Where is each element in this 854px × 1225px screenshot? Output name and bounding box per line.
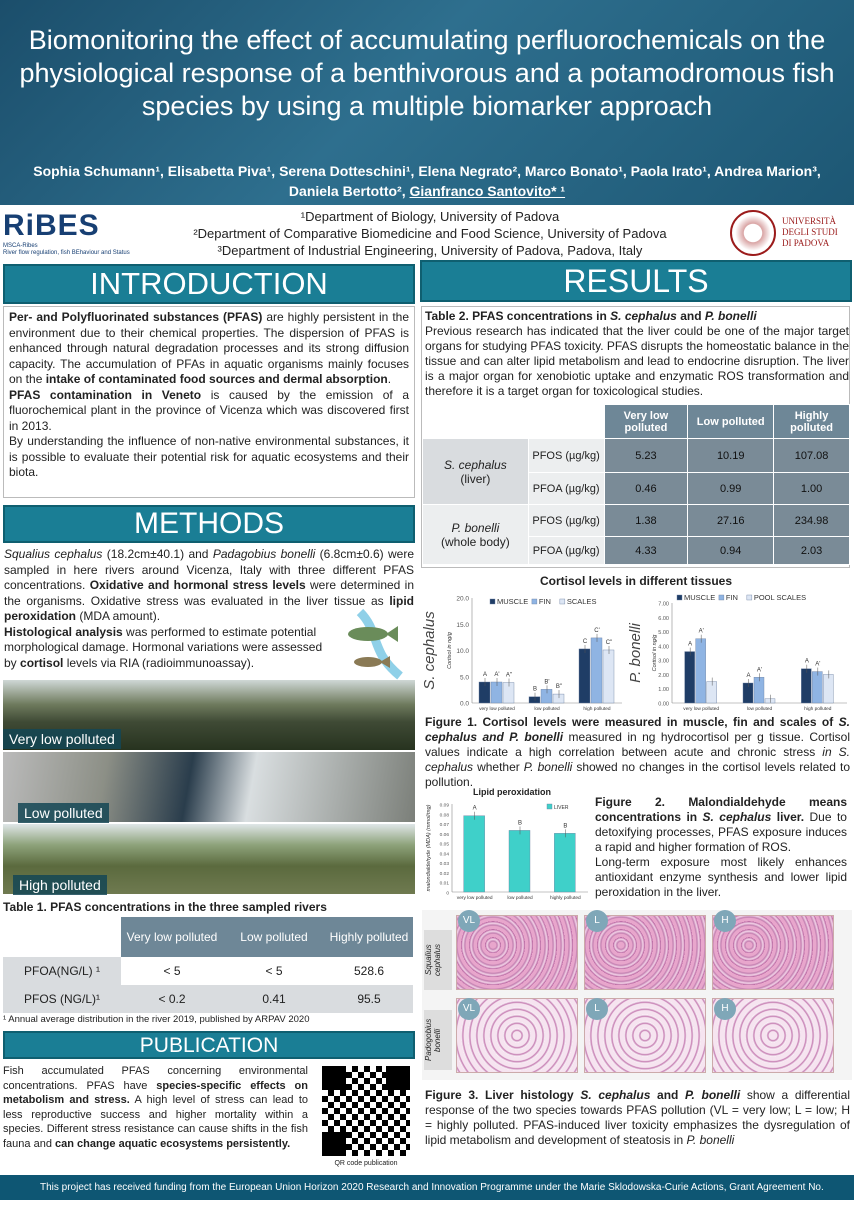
legend-swatch	[490, 599, 495, 604]
species-label: P. bonelli	[627, 623, 644, 683]
qr-caption: QR code publication	[334, 1160, 398, 1167]
table1-col-2: Low polluted	[223, 917, 325, 957]
y-tick-label: 0.04	[439, 852, 449, 858]
significance-letter: A	[804, 658, 809, 665]
fig3-cap-a: Figure 3. Liver histology	[425, 1088, 581, 1102]
legend-label: LIVER	[554, 805, 569, 811]
fig2-cap-a: Figure 2. Malondialdehyde means concentrations in	[595, 795, 847, 824]
intro-p1: are highly persistent in the environment due to their chemical properties. The dispersion of PFAS is enhanced through natural degradation processes and its strong diffusion capacity. The accumulation of PFAs in aquatic organisms mainly focuses on the	[9, 310, 409, 386]
bar	[479, 682, 490, 703]
photo-label-very-low: Very low polluted	[3, 729, 121, 749]
affiliations	[150, 208, 710, 259]
species-1: Squalius cephalus	[4, 547, 103, 561]
t2-param: PFOS (µg/kg)	[528, 439, 604, 473]
authors-main: Sophia Schumann¹, Elisabetta Piva¹, Serena Dotteschini¹, Elena Negrato², Marco Bonato¹, Paola Irato¹, Andrea Marion³, Daniela Bertotto²,	[33, 163, 821, 199]
ribes-logo-sub1: MSCA-Ribes	[3, 243, 38, 249]
fig3-caption	[425, 1088, 850, 1148]
t2-cell: 1.00	[774, 473, 850, 505]
x-tick-label: very low polluted	[683, 707, 720, 712]
legend-label: FIN	[538, 597, 551, 606]
bar	[765, 699, 775, 703]
y-tick-label: 10.0	[456, 648, 469, 655]
fish-illustration-icon	[340, 612, 414, 676]
photo-label-low: Low polluted	[18, 803, 109, 823]
bar	[509, 830, 530, 892]
histo-badge: L	[586, 998, 608, 1020]
significance-letter: C	[582, 638, 588, 645]
table2-col-3: Highly polluted	[774, 405, 850, 439]
table1-cell: < 5	[163, 964, 181, 978]
t2-cell: 0.94	[688, 537, 774, 565]
t2-tissue-1: (liver)	[460, 471, 491, 486]
table1-cell: 0.41	[262, 992, 286, 1006]
table1-col-3: Highly polluted	[325, 917, 413, 957]
fig2-cap-e: Long-term exposure most likely enhances antioxidant enzyme synthesis and lower lipid peroxidation in the liver.	[595, 855, 847, 899]
table1-cell: 95.5	[357, 992, 381, 1006]
intro-p2: is caused by the emission of a fluorochemical plant in the province of Vicenza which was discovered first in 2013.	[9, 387, 409, 433]
table1	[3, 917, 413, 1013]
methods-s1b: (6.8cm±0.6) were sampled in here rivers around Vicenza, Italy with three different PFAS concentrations.	[4, 547, 414, 592]
significance-letter: B	[532, 686, 538, 693]
x-tick-label: low polluted	[507, 896, 533, 901]
table-row	[3, 957, 413, 985]
bar	[801, 669, 811, 703]
methods-bold-3: Histological analysis	[4, 624, 123, 639]
bar	[553, 694, 564, 703]
t2-tissue-2: (whole body)	[441, 534, 510, 549]
histo-badge: H	[714, 998, 736, 1020]
y-tick-label: 15.0	[456, 621, 469, 629]
publication-heading: PUBLICATION	[3, 1031, 415, 1059]
bar	[529, 697, 540, 703]
x-tick-label: very low polluted	[456, 896, 493, 901]
fig1-title: Cortisol levels in different tissues	[539, 574, 733, 588]
photo-high-polluted	[3, 824, 415, 894]
intro-p1-end: .	[387, 372, 392, 386]
legend-label: MUSCLE	[684, 593, 716, 602]
y-axis-label: Cortisol in ng/g	[652, 634, 658, 672]
results-heading: RESULTS	[420, 260, 852, 302]
t2-cell: 0.99	[688, 473, 774, 505]
significance-letter: A	[472, 805, 477, 812]
table-row	[3, 985, 413, 1013]
uni-line-3: DI PADOVA	[782, 238, 830, 248]
fig2-cap-b: S. cephalus	[702, 810, 772, 824]
bar	[696, 639, 706, 703]
legend-label: MUSCLE	[497, 597, 529, 606]
intro-bold-1: Per- and Polyfluorinated substances (PFAS)	[9, 310, 263, 324]
y-axis-label: Cortisol in ng/g	[447, 632, 453, 669]
methods-s1c: were determined in the organisms. Oxidative stress was evaluated in the liver tissue as	[4, 578, 414, 608]
t2-param: PFOA (µg/kg)	[528, 473, 604, 505]
histo-badge: H	[714, 910, 736, 932]
methods-s2d: levels via RIA (radioimmunoassay).	[63, 655, 255, 670]
histo-row-label-2: Padogobius bonelli	[424, 1010, 452, 1070]
qr-code-icon[interactable]	[322, 1066, 410, 1156]
t2-cell: 2.03	[774, 537, 850, 565]
legend-swatch	[719, 595, 724, 600]
methods-bold-1: Oxidative and hormonal stress levels	[89, 578, 306, 592]
table1-cell: < 5	[265, 964, 283, 978]
pub-t1: Fish accumulated PFAS concerning environmental concentrations. PFAS have	[3, 1065, 308, 1092]
legend-label: SCALES	[566, 597, 597, 606]
affiliation-3: ³Department of Industrial Engineering, University of Padova, Padova, Italy	[217, 243, 643, 258]
methods-heading: METHODS	[3, 505, 415, 543]
header-banner	[0, 0, 854, 205]
unipd-seal-icon	[730, 210, 776, 256]
t2-title-c: and	[676, 309, 705, 323]
bar	[591, 638, 602, 703]
bar	[554, 833, 575, 892]
photo-label-high: High polluted	[13, 875, 107, 895]
table-row	[423, 439, 850, 473]
t2-cell: 107.08	[774, 439, 850, 473]
ribes-logo	[3, 209, 143, 257]
y-axis-label: malondialdehyde (MDA) (mmol/mg)	[426, 804, 432, 892]
y-tick-label: 4.00	[658, 644, 669, 651]
uni-line-1: UNIVERSITÀ	[782, 216, 836, 226]
y-tick-label: 0.05	[439, 842, 449, 848]
pub-t2: A high level of stress can lead to less reproductive success and higher mortality within a species. Different stress resistance can cause shifts in the fish fauna and	[3, 1094, 308, 1150]
corresponding-author: Gianfranco Santovito* ¹	[409, 183, 566, 199]
bar	[603, 650, 614, 703]
bar	[812, 672, 822, 703]
y-tick-label: 0.08	[439, 813, 449, 819]
x-tick-label: highly polluted	[549, 896, 581, 901]
t2-cell: 234.98	[774, 505, 850, 537]
y-tick-label: 0.03	[439, 862, 449, 868]
legend-swatch	[560, 599, 565, 604]
y-tick-label: 0.09	[439, 803, 449, 809]
fig1-cap-f: P. bonelli	[523, 760, 573, 774]
ribes-logo-word: RiBES	[3, 209, 100, 242]
significance-letter: A	[688, 641, 693, 648]
x-tick-label: low polluted	[746, 707, 773, 712]
t2-cell: 5.23	[604, 439, 688, 473]
legend-label: FIN	[725, 593, 738, 602]
t2-param: PFOS (µg/kg)	[528, 505, 604, 537]
t2-species-1: S. cephalus	[444, 457, 507, 472]
fig3-cap-d: P. bonelli	[685, 1088, 741, 1102]
table2-col-2: Low polluted	[688, 405, 774, 439]
table1-cell: 528.6	[353, 964, 385, 978]
unipd-logo	[730, 210, 852, 258]
fig3-cap-e: show a differential response of the two species towards PFAS pollution (VL = very low; L = low; H = highly polluted. PFAS-induced liver toxicity emphasizes the dysregulation of lipid metabolism and development of steatosis in	[425, 1088, 850, 1147]
fig1-cap-a: Figure 1. Cortisol levels were measured in muscle, fin and scales of	[425, 715, 839, 729]
t2-param: PFOA (µg/kg)	[528, 537, 604, 565]
y-tick-label: 0.06	[439, 832, 449, 838]
bar	[579, 649, 590, 703]
bar	[541, 689, 552, 703]
t2-text: Previous research has indicated that the liver could be one of the major target organs for studying PFAS toxicity. PFAS disrupts the homeostatic balance in the tissue and can alter lipid metabolism and lead to endocrine disruption. The liver is a major organ for xenobiotic uptake and enzymatic ROS transformation and therefore it is a target organ for toxicological studies.	[425, 324, 849, 398]
t2-species-2: P. bonelli	[451, 520, 500, 535]
y-tick-label: 6.00	[658, 615, 669, 622]
histo-badge: VL	[458, 998, 480, 1020]
ribes-logo-sub2: River flow regulation, fish BEhaviour and Status	[3, 250, 130, 256]
significance-letter: B'	[544, 679, 550, 686]
methods-s1: (18.2cm±40.1) and	[102, 547, 213, 561]
affiliation-2: ²Department of Comparative Biomedicine and Food Science, University of Padova	[193, 226, 667, 241]
significance-letter: B''	[555, 684, 563, 691]
bar	[503, 683, 514, 703]
significance-letter: C''	[605, 639, 613, 646]
y-tick-label: 0.01	[439, 881, 449, 887]
y-tick-label: 0.00	[658, 701, 669, 708]
significance-letter: B	[563, 823, 568, 830]
fig3-cap-b: S. cephalus	[580, 1088, 651, 1102]
legend-swatch	[677, 595, 682, 600]
significance-letter: C'	[594, 627, 600, 634]
intro-bold-2: intake of contaminated food sources and dermal absorption	[45, 372, 388, 386]
histo-row-label-1: Squalius cephalus	[424, 930, 452, 990]
y-tick-label: 3.00	[658, 658, 669, 665]
introduction-text	[3, 306, 415, 498]
bar	[823, 674, 833, 703]
significance-letter: A''	[505, 672, 513, 679]
methods-bold-4: cortisol	[20, 655, 64, 670]
bar	[464, 816, 485, 892]
table1-row2-label: PFOS (NG/L)¹	[23, 992, 100, 1006]
affiliation-1: ¹Department of Biology, University of Padova	[300, 209, 560, 224]
table2	[422, 404, 850, 565]
author-list	[10, 161, 844, 201]
photo-low-polluted	[3, 752, 415, 822]
fig2-cap-c: liver.	[771, 810, 805, 824]
bar	[685, 652, 695, 703]
y-tick-label: 0.02	[439, 871, 449, 877]
significance-letter: A'	[756, 667, 763, 674]
fig3-cap-c: and	[650, 1088, 686, 1102]
fig1-caption	[425, 715, 850, 790]
table2-col-1: Very low polluted	[604, 405, 688, 439]
fig1-cap-b: S. cephalus and P. bonelli	[425, 715, 850, 744]
cortisol-chart-p-bonelli	[627, 588, 852, 712]
table1-note: ¹ Annual average distribution in the river 2019, published by ARPAV 2020	[3, 1014, 310, 1025]
t2-title-a: Table 2. PFAS concentrations in	[425, 309, 611, 323]
t2-cell: 4.33	[604, 537, 688, 565]
table1-row1-label: PFOA(NG/L) ¹	[3, 957, 121, 985]
bar	[754, 677, 764, 703]
legend-label: POOL SCALES	[753, 593, 807, 602]
bar	[707, 682, 717, 703]
fig3-cap-f: P. bonelli	[686, 1133, 735, 1147]
significance-letter: A'	[698, 628, 704, 635]
y-tick-label: 2.00	[658, 672, 669, 679]
y-tick-label: 0.07	[439, 823, 449, 829]
intro-p3: By understanding the influence of non-native environmental substances, it is possible to evaluate their potential risk for aquatic ecosystems and their biota.	[9, 434, 409, 479]
cortisol-chart-s-cephalus	[420, 588, 630, 712]
fig2-caption	[595, 795, 847, 900]
photo-very-low-polluted	[3, 680, 415, 750]
y-tick-label: 5.0	[459, 674, 469, 682]
table-row	[423, 505, 850, 537]
t2-title-species-1: S. cephalus	[610, 309, 677, 323]
histology-panel	[422, 910, 852, 1080]
species-2: Padagobius bonelli	[212, 547, 316, 561]
introduction-heading: INTRODUCTION	[3, 264, 415, 304]
fig1-cap-d: in S. cephalus	[425, 745, 850, 774]
fig2-cap-d: Due to detoxifying processes, PFAS exposure induces a rapid and higher formation of ROS.	[595, 810, 847, 854]
fig1-cap-g: showed no changes in the cortisol levels related to pollution.	[425, 760, 851, 789]
x-tick-label: high polluted	[583, 707, 611, 712]
fig1-cap-e: whether	[473, 760, 524, 774]
poster-title: Biomonitoring the effect of accumulating perfluorochemicals on the physiological response of a benthivorous and a potamodromous fish species by using a multiple biomarker approach	[19, 25, 835, 121]
legend-swatch	[532, 599, 537, 604]
bar	[491, 682, 502, 703]
species-label: S. cephalus	[421, 611, 438, 690]
y-tick-label: 1.00	[658, 687, 669, 694]
x-tick-label: very low polluted	[479, 707, 515, 712]
methods-s2: was performed to estimate potential morphological damage. Hormonal variations were assessed by	[4, 624, 323, 670]
t2-cell: 1.38	[604, 505, 688, 537]
table1-cell: < 0.2	[158, 992, 186, 1006]
significance-letter: A'	[494, 672, 500, 678]
methods-s1d: (MDA amount).	[76, 609, 161, 623]
histo-badge: L	[586, 910, 608, 932]
pub-bold-1: species-specific effects on metabolism and stress.	[3, 1079, 308, 1106]
y-tick-label: 0.0	[459, 700, 469, 708]
significance-letter: A'	[815, 661, 821, 668]
x-tick-label: low polluted	[534, 707, 560, 712]
x-tick-label: high polluted	[804, 707, 832, 712]
y-tick-label: 0	[446, 891, 449, 897]
chart-title: Lipid peroxidation	[473, 787, 551, 797]
t2-cell: 27.16	[688, 505, 774, 537]
legend-swatch	[547, 804, 552, 809]
pub-bold-2: can change aquatic ecosystems persistently.	[55, 1137, 291, 1150]
legend-swatch	[747, 595, 752, 600]
table2-intro	[425, 309, 849, 399]
methods-bold-2: lipid peroxidation	[4, 593, 414, 623]
bar	[743, 683, 753, 703]
intro-bold-3: PFAS contamination in Veneto	[9, 387, 202, 402]
uni-line-2: DEGLI STUDI	[782, 227, 838, 237]
fig1-cap-c: measured in ng hydrocortisol per g tissue. Cortisol values indicate a high correlation between acute and chronic stress	[425, 730, 851, 759]
t2-cell: 10.19	[688, 439, 774, 473]
y-tick-label: 5.00	[658, 630, 669, 637]
publication-text	[3, 1064, 308, 1151]
table1-col-1: Very low polluted	[121, 917, 223, 957]
funding-footer: This project has received funding from the European Union Horizon 2020 Research and Innovation Programme under the Marie Sklodowska-Curie Actions, Grant Agreement No. 860800	[0, 1175, 854, 1200]
significance-letter: A	[746, 673, 751, 679]
y-tick-label: 7.00	[658, 601, 669, 608]
y-tick-label: 20.0	[456, 595, 469, 603]
table1-title: Table 1. PFAS concentrations in the three sampled rivers	[3, 900, 327, 914]
significance-letter: B	[517, 820, 523, 827]
lipid-peroxidation-chart	[422, 785, 592, 907]
t2-cell: 0.46	[604, 473, 688, 505]
significance-letter: A	[482, 672, 488, 678]
t2-title-species-2: P. bonelli	[704, 309, 757, 323]
histo-badge: VL	[458, 910, 480, 932]
